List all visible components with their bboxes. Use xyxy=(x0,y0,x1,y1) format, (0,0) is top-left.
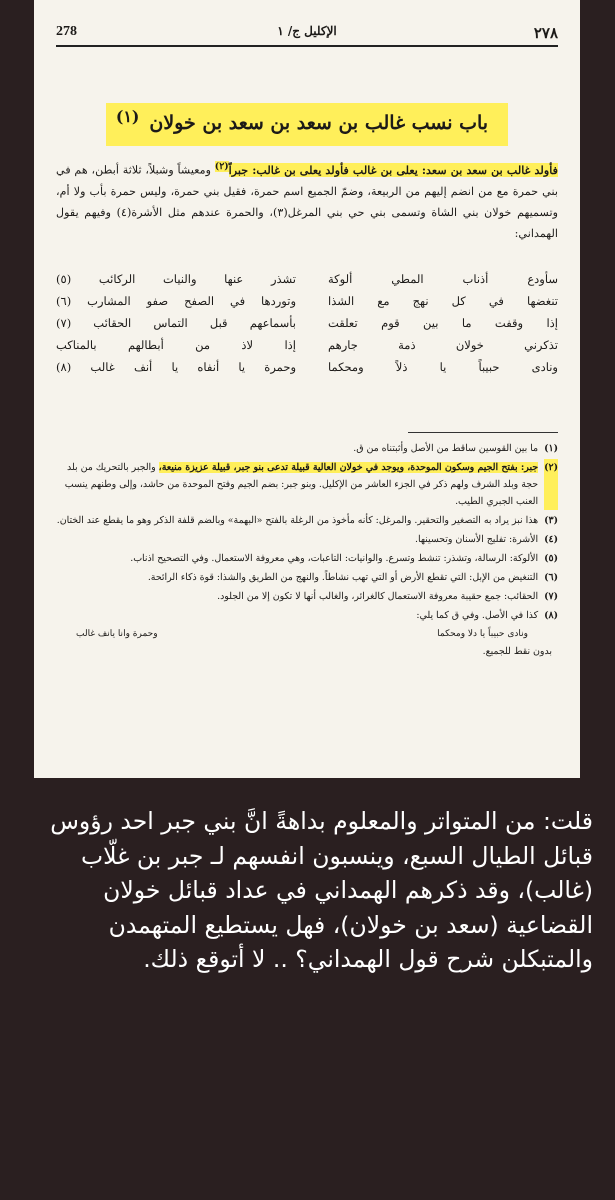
footnote-number: (٨) xyxy=(544,610,558,621)
footnote xyxy=(56,531,558,548)
footnote-text: كذا في الأصل. وفي ق كما يلي: xyxy=(416,610,539,621)
footnote-text: ما بين القوسين ساقط من الأصل وأثبتناه من ق. xyxy=(353,443,539,454)
footnote xyxy=(56,459,558,510)
hemistich-first: تنغضها في كل نهج مع الشذا xyxy=(328,294,558,308)
hemistich-second: بأسماعهم قبل التماس الحقائب (٧) xyxy=(56,316,296,330)
variant-note xyxy=(56,643,558,660)
chapter-note-ref: (١) xyxy=(115,107,140,126)
chapter-title: باب نسب غالب بن سعد بن سعد بن خولان xyxy=(139,108,498,140)
footnote-number: (٧) xyxy=(544,591,558,602)
hemistich-first: سأودع أذناب المطي ألوكة xyxy=(328,272,558,286)
footnote xyxy=(56,588,558,605)
footnote-text: الألوكة: الرسالة، وتشذر: تنشط وتسرع. والوانيات: التاعبات، وهي معروفة الاستعمال. وفي التصحيح اذناب. xyxy=(130,553,539,564)
highlighted-lineage: فأولد غالب بن سعد بن سعد: يعلى بن غالب فأولد يعلى بن غالب: جبراً xyxy=(228,162,558,177)
variant-verse xyxy=(56,626,558,643)
footnote xyxy=(56,512,558,529)
footnotes xyxy=(56,440,558,662)
poem xyxy=(56,268,558,378)
footnote-number: (١) xyxy=(544,443,558,454)
body-paragraph xyxy=(56,156,558,244)
footnote-text: هذا نبز يراد به التصغير والتحقير. والمرغل: كأنه مأخوذ من الرغلة بالفتح «البهمة» وبالضم قلفة الذكر وهو ما يقطع عند الختان. xyxy=(56,515,539,526)
variant-first: ونادى حبيباً يا دلا ومحكما xyxy=(437,629,528,639)
footnote-number: (٢) xyxy=(544,459,558,510)
post-caption: قلت: من المتواتر والمعلوم بداهةً انَّ بني جبر احد رؤوس قبائل الطيال السبع، وينسبون انفسهم لـ جبر بن غلّاب (غالب)، وقد ذكرهم الهمداني في عداد قبائل خولان القضاعية (سعد بن خولان)، فهل يستطيع المتهمدن والمتبكلن شرح قول الهمداني؟ .. لا أتوقع ذلك. xyxy=(50,807,593,973)
book-page-photo xyxy=(34,0,580,778)
footnote-number: (٥) xyxy=(544,553,558,564)
hemistich-first: ونادى حبيباً يا ذلاً ومحكما xyxy=(328,360,558,374)
hemistich-second: وتوردها في الصفح صفو المشارب (٦) xyxy=(56,294,296,308)
poem-line xyxy=(56,312,558,334)
footnote xyxy=(56,440,558,457)
hemistich-second: تشذر عنها والنيات الركائب (٥) xyxy=(56,272,296,286)
variant-second: وحمرة وانا يانف غالب xyxy=(76,629,158,639)
footnote-text: التنغيض من الإبل: التي تقطع الأرض أو التي تهب نشاطاً. والنهج من الطريق والشذا: قوة ذكاء الرائحة. xyxy=(147,572,539,583)
variant-note-text: بدون نقط للجميع. xyxy=(482,646,552,657)
page-header xyxy=(56,24,558,46)
footnote-rule xyxy=(408,432,558,433)
hemistich-first: إذا وقفت ما بين قوم تعلقت xyxy=(328,316,558,330)
header-rule xyxy=(56,45,558,47)
poem-line xyxy=(56,268,558,290)
footnote xyxy=(56,569,558,586)
running-title: الإكليل ج/ ١ xyxy=(277,24,337,38)
note-ref-2: (٢) xyxy=(214,161,229,172)
chapter-heading xyxy=(34,103,580,146)
poem-line xyxy=(56,290,558,312)
hemistich-second: وحمرة يا أنفاه يا أنف غالب (٨) xyxy=(56,360,296,374)
page-number-latin: 278 xyxy=(56,24,77,39)
hemistich-first: تذكرني خولان ذمة جارهم xyxy=(328,338,558,352)
footnote xyxy=(56,550,558,567)
footnote-highlight: جبر: بفتح الجيم وسكون الموحدة، ويوجد في خولان العالية قبيلة تدعى بنو جبر، قبيلة عزيزة منيعة، xyxy=(158,462,539,473)
page-number-arabic: ٢٧٨ xyxy=(533,24,558,42)
footnote-number: (٦) xyxy=(544,572,558,583)
poem-line xyxy=(56,356,558,378)
footnote-text: الحقائب: جمع حقيبة معروفة الاستعمال كالغرائر، والغالب أنها لا تكون إلا من الجلود. xyxy=(217,591,539,602)
footnote-text: الأشرة: تفليج الأسنان وتحسينها. xyxy=(415,534,539,545)
footnote-text: والجبر بالتحريك من بلد حجة وبلد الشرف ولهم ذكر في الجزء العاشر من الإكليل. وبنو جبر: بضم الجيم وفتح الموحدة من حاشد، وإلى وطنهم ينسب العنب الجبري الطيب. xyxy=(64,462,539,507)
footnote-number: (٣) xyxy=(544,515,558,526)
footnote xyxy=(56,607,558,624)
hemistich-second: إذا لاذ من أبطالهم بالمناكب xyxy=(56,338,296,352)
paragraph-rest: ومعيشاً وشبلاً، ثلاثة أبطن، هم في بني حمرة مع من انضم إليهم من الربيعة، وضمّ الجميع اسم حمرة، فقيل بني حمرة، وليس حمرة بأب ولا أم، وتسميهم خولان بني الشاة وتسمى بني حي بني المرغل(٣)، والحمرة عندهم مثل الأشرة(٤) وفيهم يقول الهمداني: xyxy=(56,163,559,240)
footnote-number: (٤) xyxy=(544,534,558,545)
poem-line xyxy=(56,334,558,356)
